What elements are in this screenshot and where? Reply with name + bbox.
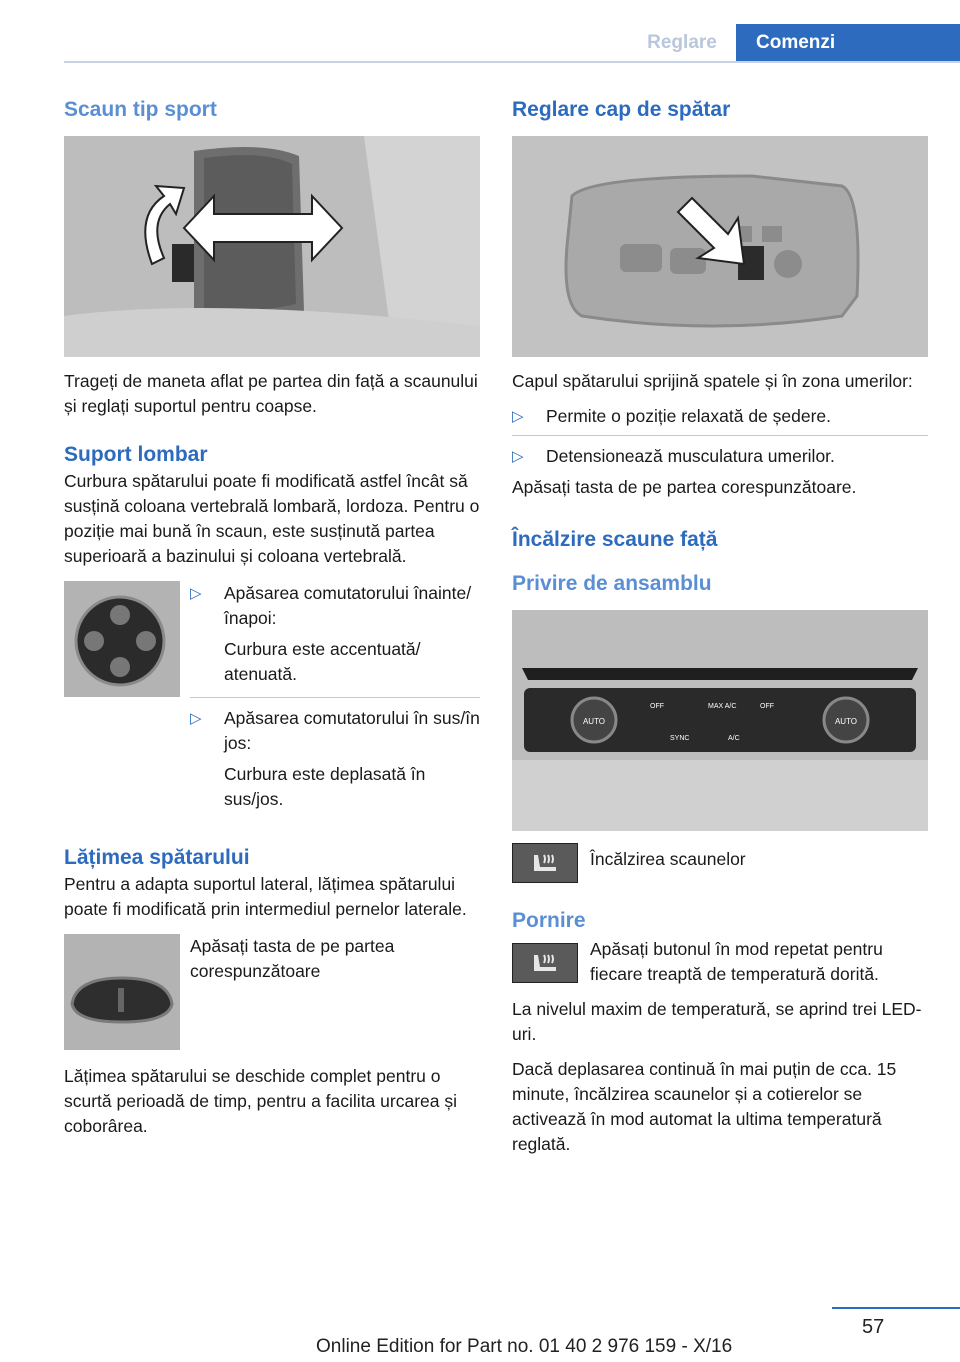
headrest-press-text: Apăsați tasta de pe partea corespunzătoare. bbox=[512, 477, 857, 497]
lumbar-text: Curbura spătarului poate fi modificată astfel încât să susțină coloana vertebrală lombară, lordoza. Pentru o poziție mai bună în scaun, este susținută partea superioară a bazinului și coloana vertebrală. bbox=[64, 471, 480, 566]
backrest-width-text: Pentru a adapta suportul lateral, lățimea spătarului poate fi modificată prin intermediul pernelor laterale. bbox=[64, 874, 467, 919]
seat-controls-illustration bbox=[512, 136, 928, 357]
edition-footer: Online Edition for Part no. 01 40 2 976 159 - X/16 bbox=[316, 1336, 733, 1357]
headrest-bullet: ▷ Detensionează musculatura umerilor. bbox=[512, 444, 928, 469]
headrest-heading: Reglare cap de spătar bbox=[512, 98, 731, 121]
leds-text: La nivelul maxim de temperatură, se aprind trei LED-uri. bbox=[512, 999, 922, 1044]
panel-label-sync: SYNC bbox=[670, 735, 690, 742]
panel-label-ac: A/C bbox=[728, 735, 740, 742]
bullet-triangle-icon: ▷ bbox=[190, 585, 202, 602]
auto-activation-text: Dacă deplasarea continuă în mai puțin de cca. 15 minute, încălzirea scaunelor și a cotierelor se activează în mod automat la ultima temperatură reglată. bbox=[512, 1059, 897, 1154]
backrest-width-heading: Lățimea spătarului bbox=[64, 846, 250, 869]
tab-reglare: Reglare bbox=[647, 32, 717, 53]
seat-heating-heading: Încălzire scaune față bbox=[512, 528, 718, 551]
seat-heating-icon bbox=[528, 851, 562, 875]
panel-label-auto-right: AUTO bbox=[834, 717, 858, 726]
panel-label-max-ac: MAX A/C bbox=[708, 703, 737, 710]
seat-heating-button-image bbox=[512, 843, 578, 883]
sport-seat-caption: Trageți de maneta aflat pe partea din față a scaunului și reglați suportul pentru coapse. bbox=[64, 371, 478, 416]
footer-rule bbox=[832, 1307, 960, 1309]
sport-seat-figure bbox=[64, 136, 480, 357]
tab-comenzi: Comenzi bbox=[736, 24, 960, 63]
bullet-triangle-icon: ▷ bbox=[512, 408, 524, 425]
panel-label-off: OFF bbox=[650, 703, 664, 710]
bullet-divider bbox=[190, 697, 480, 698]
left-column bbox=[64, 98, 480, 1149]
climate-panel-illustration bbox=[512, 610, 928, 831]
sport-seat-illustration bbox=[64, 136, 480, 357]
headrest-figure bbox=[512, 136, 928, 357]
lumbar-switch-icon bbox=[64, 581, 180, 697]
lumbar-bullet-sub: Curbura este accentuată/ atenuată. bbox=[224, 639, 421, 684]
header-rule bbox=[64, 61, 960, 63]
start-text: Apăsați butonul în mod repetat pentru fiecare treaptă de temperatură dorită. bbox=[590, 939, 883, 984]
panel-label-off-right: OFF bbox=[760, 703, 774, 710]
headrest-bullet: ▷ Permite o poziție relaxată de ședere. bbox=[512, 404, 928, 429]
headrest-text: Capul spătarului sprijină spatele și în zona umerilor: bbox=[512, 371, 913, 391]
bullet-divider bbox=[512, 435, 928, 436]
backrest-width-note: Lățimea spătarului se deschide complet pentru o scurtă perioadă de timp, pentru a facilita urcarea și coborârea. bbox=[64, 1066, 457, 1136]
backrest-width-button-image bbox=[64, 934, 180, 1050]
lumbar-heading: Suport lombar bbox=[64, 443, 208, 466]
seat-heating-icon bbox=[528, 951, 562, 975]
lumbar-bullet: ▷ Apăsarea comutatorului înainte/înapoi: bbox=[190, 583, 472, 628]
seat-heating-label: Încălzirea scaunelor bbox=[590, 849, 746, 869]
page-number: 57 bbox=[862, 1316, 885, 1338]
right-column bbox=[512, 98, 928, 1167]
panel-label-auto-left: AUTO bbox=[582, 717, 606, 726]
lumbar-bullet: ▷ Apăsarea comutatorului în sus/în jos: bbox=[190, 708, 480, 753]
seat-heating-button-image bbox=[512, 943, 578, 983]
width-button-icon bbox=[64, 934, 180, 1050]
bullet-triangle-icon: ▷ bbox=[190, 710, 202, 727]
backrest-width-instruction: Apăsați tasta de pe partea corespunzătoare bbox=[190, 936, 395, 981]
lumbar-bullet-sub: Curbura este deplasată în sus/jos. bbox=[224, 764, 426, 809]
sport-seat-heading: Scaun tip sport bbox=[64, 98, 217, 121]
bullet-triangle-icon: ▷ bbox=[512, 448, 524, 465]
overview-heading: Privire de ansamblu bbox=[512, 572, 712, 595]
start-heading: Pornire bbox=[512, 909, 586, 932]
climate-panel-figure bbox=[512, 610, 928, 831]
lumbar-switch-image bbox=[64, 581, 180, 697]
